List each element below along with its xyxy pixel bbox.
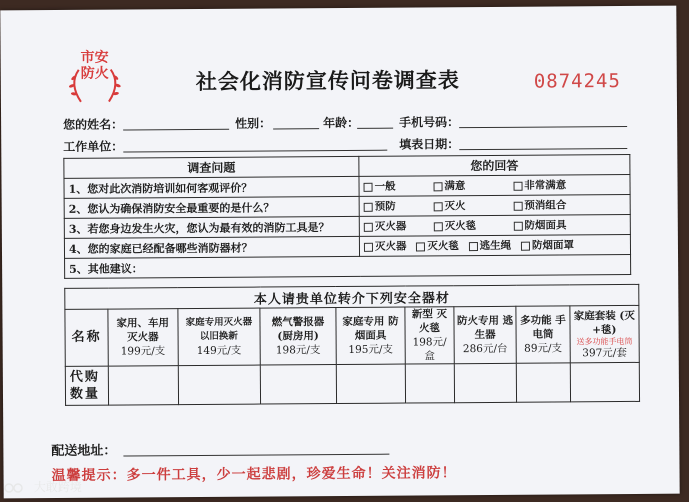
answer-option[interactable]: 灭火器	[364, 218, 424, 233]
answer-column-header: 您的回答	[359, 154, 630, 176]
watermark-logo-icon	[4, 482, 30, 494]
qty-input[interactable]	[178, 365, 261, 405]
answer-option[interactable]: 预防	[364, 198, 424, 213]
qty-input[interactable]	[336, 364, 406, 403]
name-field[interactable]	[123, 129, 229, 131]
answer-option[interactable]: 防烟面具	[513, 217, 566, 232]
date-field[interactable]	[459, 148, 627, 150]
checkbox-icon	[433, 182, 442, 191]
checkbox-icon	[513, 201, 522, 210]
question-text: 3、若您身边发生火灾，您认为最有效的消防工具是？	[64, 216, 359, 238]
answer-option[interactable]: 防烟面罩	[521, 237, 574, 252]
qty-input[interactable]	[405, 364, 454, 403]
answer-option[interactable]: 满意	[433, 178, 503, 193]
checkbox-icon	[364, 242, 373, 251]
suggestion-field[interactable]	[65, 254, 631, 278]
qty-input[interactable]	[454, 363, 517, 402]
product-cell: 燃气警报器 (厨房用) 198元/支	[260, 308, 336, 366]
qty-input[interactable]	[570, 362, 640, 401]
qty-input[interactable]	[516, 363, 570, 402]
products-name-row	[65, 305, 639, 366]
date-label: 填表日期：	[399, 137, 460, 152]
warm-tip: 温馨提示：多一件工具，少一起悲剧，珍爱生命！关注消防！	[51, 465, 457, 485]
phone-label: 手机号码：	[399, 115, 460, 130]
answer-options	[359, 214, 630, 236]
checkbox-icon	[513, 181, 522, 190]
products-table	[64, 284, 640, 406]
checkbox-icon	[364, 182, 373, 191]
checkbox-icon	[416, 242, 425, 251]
work-field[interactable]	[123, 150, 387, 153]
name-label: 您的姓名：	[63, 117, 124, 132]
checkbox-icon	[434, 222, 443, 231]
answer-option[interactable]: 逃生绳	[469, 238, 512, 253]
qty-input[interactable]	[260, 365, 336, 405]
product-cell: 防火专用 逃生器 286元/台	[454, 306, 517, 363]
checkbox-icon	[364, 202, 373, 211]
answer-option[interactable]: 灭火毯	[416, 238, 459, 253]
product-cell: 家用、车用 灭火器 199元/支	[108, 309, 178, 366]
qty-input[interactable]	[108, 366, 178, 405]
survey-table	[63, 154, 631, 279]
work-label: 工作单位：	[63, 139, 124, 154]
age-field[interactable]	[357, 128, 393, 129]
products-caption: 本人请贵单位转介下列安全器材	[65, 284, 639, 309]
answer-option[interactable]: 一般	[363, 178, 423, 193]
answer-option[interactable]: 灭火毯	[434, 218, 504, 233]
question-text: 2、您认为确保消防安全最重要的是什么？	[64, 196, 359, 218]
checkbox-icon	[364, 222, 373, 231]
age-label: 年龄：	[323, 115, 360, 131]
answer-option[interactable]: 非常满意	[513, 177, 566, 192]
product-cell: 家庭专用 防烟面具 195元/支	[336, 307, 406, 364]
watermark: 大敢跨境	[4, 478, 82, 495]
serial-number: 0874245	[533, 70, 621, 93]
address-label: 配送地址：	[51, 443, 117, 460]
product-cell: 多功能 手电筒 89元/支	[516, 306, 570, 363]
product-cell: 家庭套装 (灭+毯) 送多功能手电筒 397元/套	[570, 305, 640, 362]
answer-options	[359, 194, 630, 216]
question-text: 5、其他建议：	[69, 261, 143, 276]
address-field[interactable]	[123, 454, 389, 457]
answer-options	[359, 174, 630, 196]
phone-field[interactable]	[459, 126, 627, 128]
answer-option[interactable]: 灭火	[433, 198, 503, 213]
checkbox-icon	[433, 202, 442, 211]
answer-option[interactable]: 灭火器	[364, 239, 407, 254]
checkbox-icon	[513, 221, 522, 230]
qty-row-label: 代购 数量	[65, 366, 108, 405]
gender-label: 性别：	[235, 116, 272, 131]
product-cell: 家庭专用灭火器 以旧换新 149元/支	[178, 308, 261, 366]
fire-safety-seal: 市安 防火	[65, 49, 125, 105]
products-qty-row	[65, 362, 639, 405]
survey-row	[65, 254, 631, 278]
checkbox-icon	[521, 241, 530, 250]
question-text: 4、您的家庭已经配备哪些消防器材？	[64, 236, 359, 258]
gender-field[interactable]	[273, 128, 319, 129]
survey-form	[0, 6, 679, 499]
answer-options	[359, 234, 630, 256]
name-row-label: 名称	[65, 309, 108, 366]
checkbox-icon	[469, 242, 478, 251]
question-text: 1、您对此次消防培训如何客观评价？	[64, 176, 359, 198]
form-title: 社会化消防宣传问卷调查表	[195, 67, 460, 95]
answer-option[interactable]: 预消组合	[513, 197, 566, 212]
laurel-wreath-icon	[65, 63, 125, 105]
question-column-header: 调查问题	[64, 156, 359, 178]
product-cell: 新型 灭火毯 198元/盒	[405, 307, 454, 364]
